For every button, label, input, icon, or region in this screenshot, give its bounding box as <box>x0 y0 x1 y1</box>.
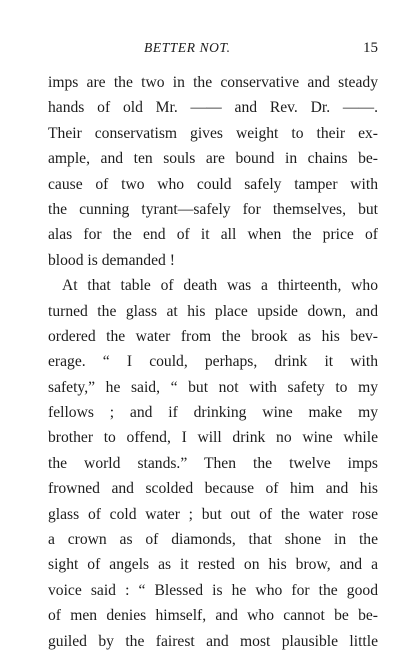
text-line: cause of two who could safely tamper with <box>48 175 378 193</box>
text-line: erage. “ I could, perhaps, drink it with <box>48 353 378 371</box>
text-line: of men denies himself, and who cannot be be- <box>48 607 378 625</box>
text-line: voice said : “ Blessed is he who for the good <box>48 581 378 599</box>
text-line: imps are the two in the conservative and steady <box>48 74 378 91</box>
text-line: fellows ; and if drinking wine make my <box>48 404 378 422</box>
text-line: a crown as of diamonds, that shone in the <box>48 531 378 549</box>
text-line: ample, and ten souls are bound in chains be- <box>48 150 378 168</box>
text-line: sight of angels as it rested on his brow, and a <box>48 556 378 574</box>
paragraph-start-line: At that table of death was a thirteenth, who <box>62 277 378 295</box>
text-line: Their conservatism gives weight to their ex- <box>48 124 378 142</box>
text-line: brother to offend, I will drink no wine while <box>48 429 378 447</box>
text-line: the cunning tyrant—safely for themselves, but <box>48 200 378 218</box>
text-line: safety,” he said, “ but not with safety to my <box>48 378 378 396</box>
running-title: BETTER NOT. <box>144 40 231 55</box>
text-line: ordered the water from the brook as his bev- <box>48 327 378 345</box>
text-line: the world stands.” Then the twelve imps <box>48 454 378 472</box>
text-line: frowned and scolded because of him and his <box>48 480 378 498</box>
text-line: blood is demanded ! <box>48 251 175 269</box>
text-line: hands of old Mr. —— and Rev. Dr. ——. <box>48 99 378 117</box>
text-line: glass of cold water ; but out of the water rose <box>48 505 378 523</box>
page-number: 15 <box>363 40 378 56</box>
body-text <box>48 70 378 654</box>
running-head <box>48 40 378 60</box>
text-line: guiled by the fairest and most plausible little <box>48 632 378 650</box>
text-line: alas for the end of it all when the price of <box>48 226 378 244</box>
text-line: turned the glass at his place upside down, and <box>48 302 378 320</box>
